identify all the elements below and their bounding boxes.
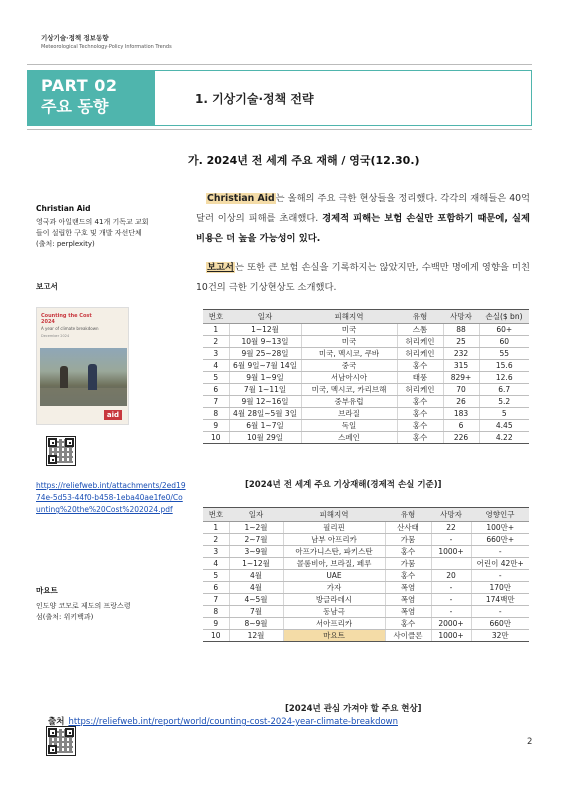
table-cell: 1~12월 xyxy=(229,558,283,570)
table-cell: 4월 28일~5월 3일 xyxy=(229,408,301,420)
table-cell: 8 xyxy=(203,606,229,618)
table-cell: 홍수 xyxy=(397,360,443,372)
section-box xyxy=(155,70,532,126)
table-cell: 4.45 xyxy=(479,420,529,432)
table-cell: 10월 9~13일 xyxy=(229,336,301,348)
table-cell: 가자 xyxy=(283,582,385,594)
mayotte-text: 인도양 코모로 제도의 프랑스령 섬(출처: 위키백과) xyxy=(36,602,131,621)
table-cell: 10 xyxy=(203,630,229,642)
table-cell: 홍수 xyxy=(385,546,431,558)
table-cell: 2 xyxy=(203,534,229,546)
table-cell xyxy=(431,558,471,570)
table-cell: 3~9월 xyxy=(229,546,283,558)
table-cell: 폭염 xyxy=(385,594,431,606)
table-row xyxy=(203,432,529,444)
table-cell: 폭염 xyxy=(385,606,431,618)
qr-code-icon[interactable] xyxy=(46,436,76,466)
paragraph-2 xyxy=(196,258,530,298)
table-row xyxy=(203,546,529,558)
table-cell: 6월 1~7일 xyxy=(229,420,301,432)
person-figure xyxy=(88,364,97,390)
table-row xyxy=(203,372,529,384)
table-row xyxy=(203,396,529,408)
sidebar-mayotte xyxy=(36,585,186,623)
header-subtitle: Meteorological Technology·Policy Information Trends xyxy=(41,44,172,50)
table-row xyxy=(203,348,529,360)
table-cell: 55 xyxy=(479,348,529,360)
column-header: 번호 xyxy=(203,310,229,324)
report-cover-subtitle: A year of climate breakdown xyxy=(41,326,99,331)
table-cell: 6월 9일~7월 14일 xyxy=(229,360,301,372)
table-cell: 12월 xyxy=(229,630,283,642)
table-cell: 6 xyxy=(203,582,229,594)
table-cell: 미국, 멕시코, 쿠바 xyxy=(301,348,397,360)
table-cell: 사이클론 xyxy=(385,630,431,642)
table-cell: 60+ xyxy=(479,324,529,336)
paragraph-1-text: 는 올해의 주요 극한 현상들을 정리했다. 각각의 재해들은 40억 달러 이상의 피해를 초래했다. xyxy=(196,193,531,224)
table-cell: 3 xyxy=(203,546,229,558)
table-row xyxy=(203,360,529,372)
column-header: 피해지역 xyxy=(283,508,385,522)
table-row xyxy=(203,324,529,336)
column-header: 번호 xyxy=(203,508,229,522)
report-cover-date: December 2024 xyxy=(41,334,70,338)
table-cell: 660만 xyxy=(471,618,529,630)
article-title: 가. 2024년 전 세계 주요 재해 / 영국(12.30.) xyxy=(188,154,420,167)
table-cell: 12.6 xyxy=(479,372,529,384)
report-highlight: 보고서 xyxy=(207,262,234,273)
table-cell: 20 xyxy=(431,570,471,582)
column-header: 피해지역 xyxy=(301,310,397,324)
table-row xyxy=(203,594,529,606)
table-cell: 7 xyxy=(203,594,229,606)
table-cell: 9 xyxy=(203,420,229,432)
table-row xyxy=(203,420,529,432)
table-cell: 미국 xyxy=(301,336,397,348)
page-number: 2 xyxy=(527,737,533,747)
christian-aid-text: 영국과 아일랜드의 41개 기독교 교회들이 설립한 구호 및 개발 자선단체(출처: perplexity) xyxy=(36,218,149,248)
sidebar-report-label-wrap xyxy=(36,281,186,292)
table-cell: 홍수 xyxy=(397,432,443,444)
table-cell: 5 xyxy=(203,570,229,582)
column-header: 손실($ bn) xyxy=(479,310,529,324)
person-figure xyxy=(60,366,68,388)
table-cell: 1000+ xyxy=(431,546,471,558)
table-cell: 9월 12~16일 xyxy=(229,396,301,408)
table-cell: 중국 xyxy=(301,360,397,372)
table-cell: - xyxy=(471,606,529,618)
table-cell: 허리케인 xyxy=(397,348,443,360)
table-cell: 스페인 xyxy=(301,432,397,444)
table-cell: 660만+ xyxy=(471,534,529,546)
table-cell: 허리케인 xyxy=(397,336,443,348)
table-cell: 2000+ xyxy=(431,618,471,630)
table-row xyxy=(203,618,529,630)
table-cell: UAE xyxy=(283,570,385,582)
table-cell: 어린이 42만+ xyxy=(471,558,529,570)
table-row xyxy=(203,534,529,546)
table-cell: 60 xyxy=(479,336,529,348)
table-row xyxy=(203,522,529,534)
table-cell: 4월 xyxy=(229,582,283,594)
table-cell: 필리핀 xyxy=(283,522,385,534)
table-cell: - xyxy=(431,594,471,606)
column-header: 일자 xyxy=(229,508,283,522)
table-cell: 6.7 xyxy=(479,384,529,396)
table-cell: - xyxy=(431,606,471,618)
table-cell: 4 xyxy=(203,360,229,372)
table-cell: 홍수 xyxy=(397,396,443,408)
table-cell: - xyxy=(471,570,529,582)
table-cell: 22 xyxy=(431,522,471,534)
table-cell: 10 xyxy=(203,432,229,444)
christian-aid-label: Christian Aid xyxy=(36,204,91,213)
table-row xyxy=(203,606,529,618)
table-cell: 25 xyxy=(443,336,479,348)
table-cell: 232 xyxy=(443,348,479,360)
table-cell: 1 xyxy=(203,522,229,534)
table-cell: 4~5월 xyxy=(229,594,283,606)
table-cell: 1 xyxy=(203,324,229,336)
qr-code-icon[interactable] xyxy=(46,726,76,756)
table-cell: - xyxy=(431,534,471,546)
table-cell: 5.2 xyxy=(479,396,529,408)
table-cell: 8~9월 xyxy=(229,618,283,630)
christian-aid-highlight: Christian Aid xyxy=(207,193,275,204)
report-link-wrap xyxy=(36,480,186,516)
table-cell: 100만+ xyxy=(471,522,529,534)
table-cell: 4월 xyxy=(229,570,283,582)
column-header: 유형 xyxy=(385,508,431,522)
table-cell: 9월 1~9일 xyxy=(229,372,301,384)
column-header: 사망자 xyxy=(431,508,471,522)
table-cell: 1~12월 xyxy=(229,324,301,336)
table-cell: 170만 xyxy=(471,582,529,594)
report-label: 보고서 xyxy=(36,282,58,291)
section-title: 1. 기상기술·정책 전략 xyxy=(195,92,314,106)
notable-events-table xyxy=(203,507,529,642)
report-cover-title xyxy=(37,308,128,325)
table-cell: 1000+ xyxy=(431,630,471,642)
table-row xyxy=(203,630,529,642)
table-cell: 동남극 xyxy=(283,606,385,618)
table-cell: 브라질 xyxy=(301,408,397,420)
table-cell: 15.6 xyxy=(479,360,529,372)
table-cell: 829+ xyxy=(443,372,479,384)
table-header-row xyxy=(203,310,529,324)
table-cell: 315 xyxy=(443,360,479,372)
part-box xyxy=(27,70,155,126)
table-cell: 9 xyxy=(203,618,229,630)
table-cell: 7 xyxy=(203,396,229,408)
table-row xyxy=(203,558,529,570)
table-row xyxy=(203,384,529,396)
flood-water xyxy=(40,388,127,406)
table-row xyxy=(203,582,529,594)
table-cell: 태풍 xyxy=(397,372,443,384)
table-row xyxy=(203,336,529,348)
table-cell: 9월 25~28일 xyxy=(229,348,301,360)
table-cell: 5 xyxy=(479,408,529,420)
table-cell: 홍수 xyxy=(397,408,443,420)
mayotte-label: 마요트 xyxy=(36,586,58,595)
table-cell: 6 xyxy=(443,420,479,432)
disaster-loss-table xyxy=(203,309,529,444)
table-cell: 226 xyxy=(443,432,479,444)
table-cell: 서남아시아 xyxy=(301,372,397,384)
table-cell: 26 xyxy=(443,396,479,408)
table-cell: 7월 1~11일 xyxy=(229,384,301,396)
table-cell: 중부유럽 xyxy=(301,396,397,408)
table-row xyxy=(203,570,529,582)
source-link[interactable]: https://reliefweb.int/report/world/counting-cost-2024-year-climate-breakdown xyxy=(68,717,398,727)
part-number: PART 02 xyxy=(41,76,118,95)
table-header-row xyxy=(203,508,529,522)
table-cell: 남부 아프리카 xyxy=(283,534,385,546)
table-cell: 산사태 xyxy=(385,522,431,534)
table-1-caption: [2024년 전 세계 주요 기상재해(경제적 손실 기준)] xyxy=(245,480,442,490)
table-cell: 홍수 xyxy=(397,420,443,432)
table-cell: 스톰 xyxy=(397,324,443,336)
table-cell: 2 xyxy=(203,336,229,348)
table-cell: 가뭄 xyxy=(385,534,431,546)
table-cell: 32만 xyxy=(471,630,529,642)
column-header: 일자 xyxy=(229,310,301,324)
table-cell: - xyxy=(471,546,529,558)
sidebar-christian-aid xyxy=(36,203,186,250)
report-link[interactable]: https://reliefweb.int/attachments/2ed1974e-5d53-44f0-b458-1eba40ae1fe0/Counting%20the%20Cost%202024.pdf xyxy=(36,481,186,514)
report-cover-image xyxy=(36,307,129,425)
paragraph-1 xyxy=(196,189,530,249)
christian-aid-logo: aid xyxy=(104,410,122,420)
table-cell: 홍수 xyxy=(385,570,431,582)
report-cover-title-line1: Counting the Cost xyxy=(41,313,92,319)
table-cell: 미국 xyxy=(301,324,397,336)
header-title: 기상기술·정책 정보동향 xyxy=(41,34,109,42)
table-cell: 가뭄 xyxy=(385,558,431,570)
part-title: 주요 동향 xyxy=(41,97,109,116)
report-cover-photo xyxy=(40,348,127,406)
table-cell: 폭염 xyxy=(385,582,431,594)
column-header: 영향인구 xyxy=(471,508,529,522)
paragraph-1-bold: 경제적 피해는 보험 손실만 포함하기 때문에, 실제 비용은 더 높을 가능성이 있다. xyxy=(196,213,531,244)
table-cell: 2~7월 xyxy=(229,534,283,546)
table-row xyxy=(203,408,529,420)
table-cell: 독일 xyxy=(301,420,397,432)
table-cell: 8 xyxy=(203,408,229,420)
table-cell: 183 xyxy=(443,408,479,420)
table-cell: 허리케인 xyxy=(397,384,443,396)
table-cell: 6 xyxy=(203,384,229,396)
table-cell: - xyxy=(431,582,471,594)
table-cell: 미국, 멕시코, 카리브해 xyxy=(301,384,397,396)
part-band xyxy=(27,64,532,130)
table-cell: 88 xyxy=(443,324,479,336)
table-cell: 서아프리카 xyxy=(283,618,385,630)
table-cell: 4 xyxy=(203,558,229,570)
table-cell: 1~2월 xyxy=(229,522,283,534)
table-cell: 10월 29일 xyxy=(229,432,301,444)
table-2-caption: [2024년 관심 가져야 할 주요 현상] xyxy=(285,704,422,714)
source-line xyxy=(48,715,398,727)
paragraph-2-text: 는 또한 큰 보험 손실을 기록하지는 않았지만, 수백만 명에게 영향을 미친 10건의 극한 기상현상도 소개했다. xyxy=(196,262,530,293)
table-cell: 174백만 xyxy=(471,594,529,606)
table-cell: 5 xyxy=(203,372,229,384)
table-cell: 방글라데시 xyxy=(283,594,385,606)
table-cell: 콜롬비아, 브라질, 페루 xyxy=(283,558,385,570)
table-cell: 홍수 xyxy=(385,618,431,630)
running-header xyxy=(41,33,172,50)
table-cell: 마요트 xyxy=(283,630,385,642)
report-cover-title-line2: 2024 xyxy=(41,319,55,325)
table-cell: 아프가니스탄, 파키스탄 xyxy=(283,546,385,558)
table-cell: 70 xyxy=(443,384,479,396)
table-cell: 3 xyxy=(203,348,229,360)
column-header: 유형 xyxy=(397,310,443,324)
table-cell: 4.22 xyxy=(479,432,529,444)
source-label: 출처 xyxy=(48,717,65,727)
table-cell: 7월 xyxy=(229,606,283,618)
column-header: 사망자 xyxy=(443,310,479,324)
